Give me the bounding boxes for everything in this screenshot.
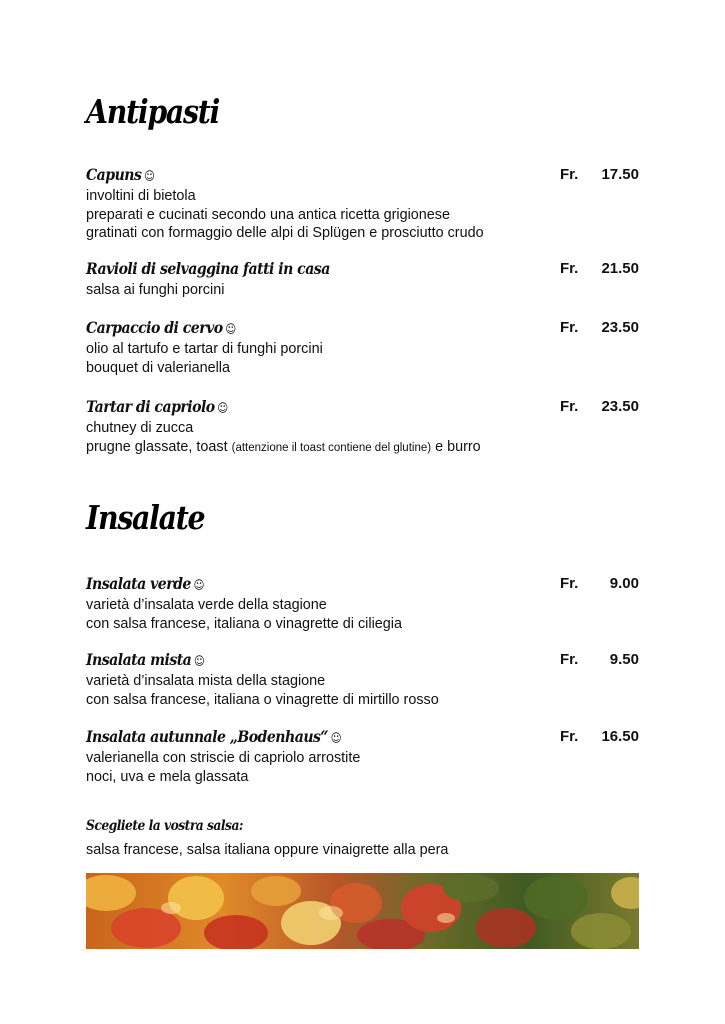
- description-line: salsa ai funghi porcini: [86, 282, 225, 298]
- dish-price: 23.50: [601, 398, 639, 415]
- description-line: bouquet di valerianella: [86, 359, 231, 376]
- dish-insalata-autunnale: [86, 727, 639, 786]
- dish-name: Insalata autunnale „Bodenhaus“: [86, 727, 328, 746]
- dish-price: 16.50: [601, 728, 639, 745]
- currency-label: Fr.: [560, 575, 579, 592]
- dish-description: [86, 281, 639, 300]
- dish-name: Tartar di capriolo: [86, 397, 215, 416]
- smile-icon: ☺: [225, 322, 237, 336]
- dish-name: Capuns: [86, 165, 142, 184]
- dish-carpaccio: [86, 318, 639, 377]
- dish-name: Ravioli di selvaggina fatti in casa: [86, 259, 330, 278]
- dish-insalata-mista: [86, 650, 639, 709]
- dish-price: 17.50: [601, 166, 639, 183]
- description-line: [86, 438, 639, 458]
- description-line: chutney di zucca: [86, 420, 194, 436]
- dish-insalata-verde: [86, 574, 639, 633]
- dish-price: 9.00: [609, 575, 639, 592]
- dish-ravioli: [86, 259, 639, 300]
- smile-icon: ☺: [217, 401, 229, 415]
- sauce-title: Scegliete la vostra salsa:: [86, 818, 243, 834]
- dish-description: [86, 749, 639, 786]
- dish-description: [86, 419, 639, 457]
- dish-name: Carpaccio di cervo: [86, 318, 223, 337]
- smile-icon: ☺: [193, 654, 205, 668]
- currency-label: Fr.: [560, 651, 579, 668]
- dish-name: Insalata mista: [86, 650, 192, 669]
- dish-description: [86, 596, 639, 633]
- description-line: varietà d’insalata mista della stagione: [86, 673, 326, 689]
- autumn-leaves-image: [86, 873, 639, 949]
- dish-name: Insalata verde: [86, 574, 191, 593]
- description-line: preparati e cucinati secondo una antica ricetta grigionese: [86, 206, 450, 223]
- dish-capuns: [86, 165, 639, 243]
- description-text: prugne glassate, toast: [86, 438, 232, 455]
- currency-label: Fr.: [560, 319, 579, 336]
- dish-description: [86, 672, 639, 709]
- section-title-insalate: Insalate: [86, 498, 205, 537]
- description-text: e burro: [431, 438, 481, 455]
- currency-label: Fr.: [560, 398, 579, 415]
- section-title-antipasti: Antipasti: [86, 92, 220, 131]
- dish-price: 23.50: [601, 319, 639, 336]
- sauce-text: salsa francese, salsa italiana oppure vinaigrette alla pera: [86, 842, 449, 858]
- smile-icon: ☺: [193, 578, 205, 592]
- currency-label: Fr.: [560, 260, 579, 277]
- description-line: noci, uva e mela glassata: [86, 768, 249, 785]
- description-line: con salsa francese, italiana o vinagrette di ciliegia: [86, 615, 402, 632]
- description-line: involtini di bietola: [86, 188, 196, 204]
- currency-label: Fr.: [560, 728, 579, 745]
- description-line: varietà d’insalata verde della stagione: [86, 597, 327, 613]
- description-line: gratinati con formaggio delle alpi di Splügen e prosciutto crudo: [86, 225, 484, 241]
- dish-description: [86, 187, 639, 243]
- gluten-note: (attenzione il toast contiene del glutine): [231, 441, 432, 454]
- smile-icon: ☺: [330, 731, 342, 745]
- description-line: olio al tartufo e tartar di funghi porcini: [86, 341, 323, 357]
- smile-icon: ☺: [144, 169, 156, 183]
- description-line: valerianella con striscie di capriolo arrostite: [86, 750, 361, 766]
- currency-label: Fr.: [560, 166, 579, 183]
- dish-price: 21.50: [601, 260, 639, 277]
- dish-price: 9.50: [609, 651, 639, 668]
- autumn-leaves-photo: [86, 873, 639, 949]
- description-line: con salsa francese, italiana o vinagrette di mirtillo rosso: [86, 691, 439, 708]
- dish-description: [86, 340, 639, 377]
- dish-tartar: [86, 397, 639, 457]
